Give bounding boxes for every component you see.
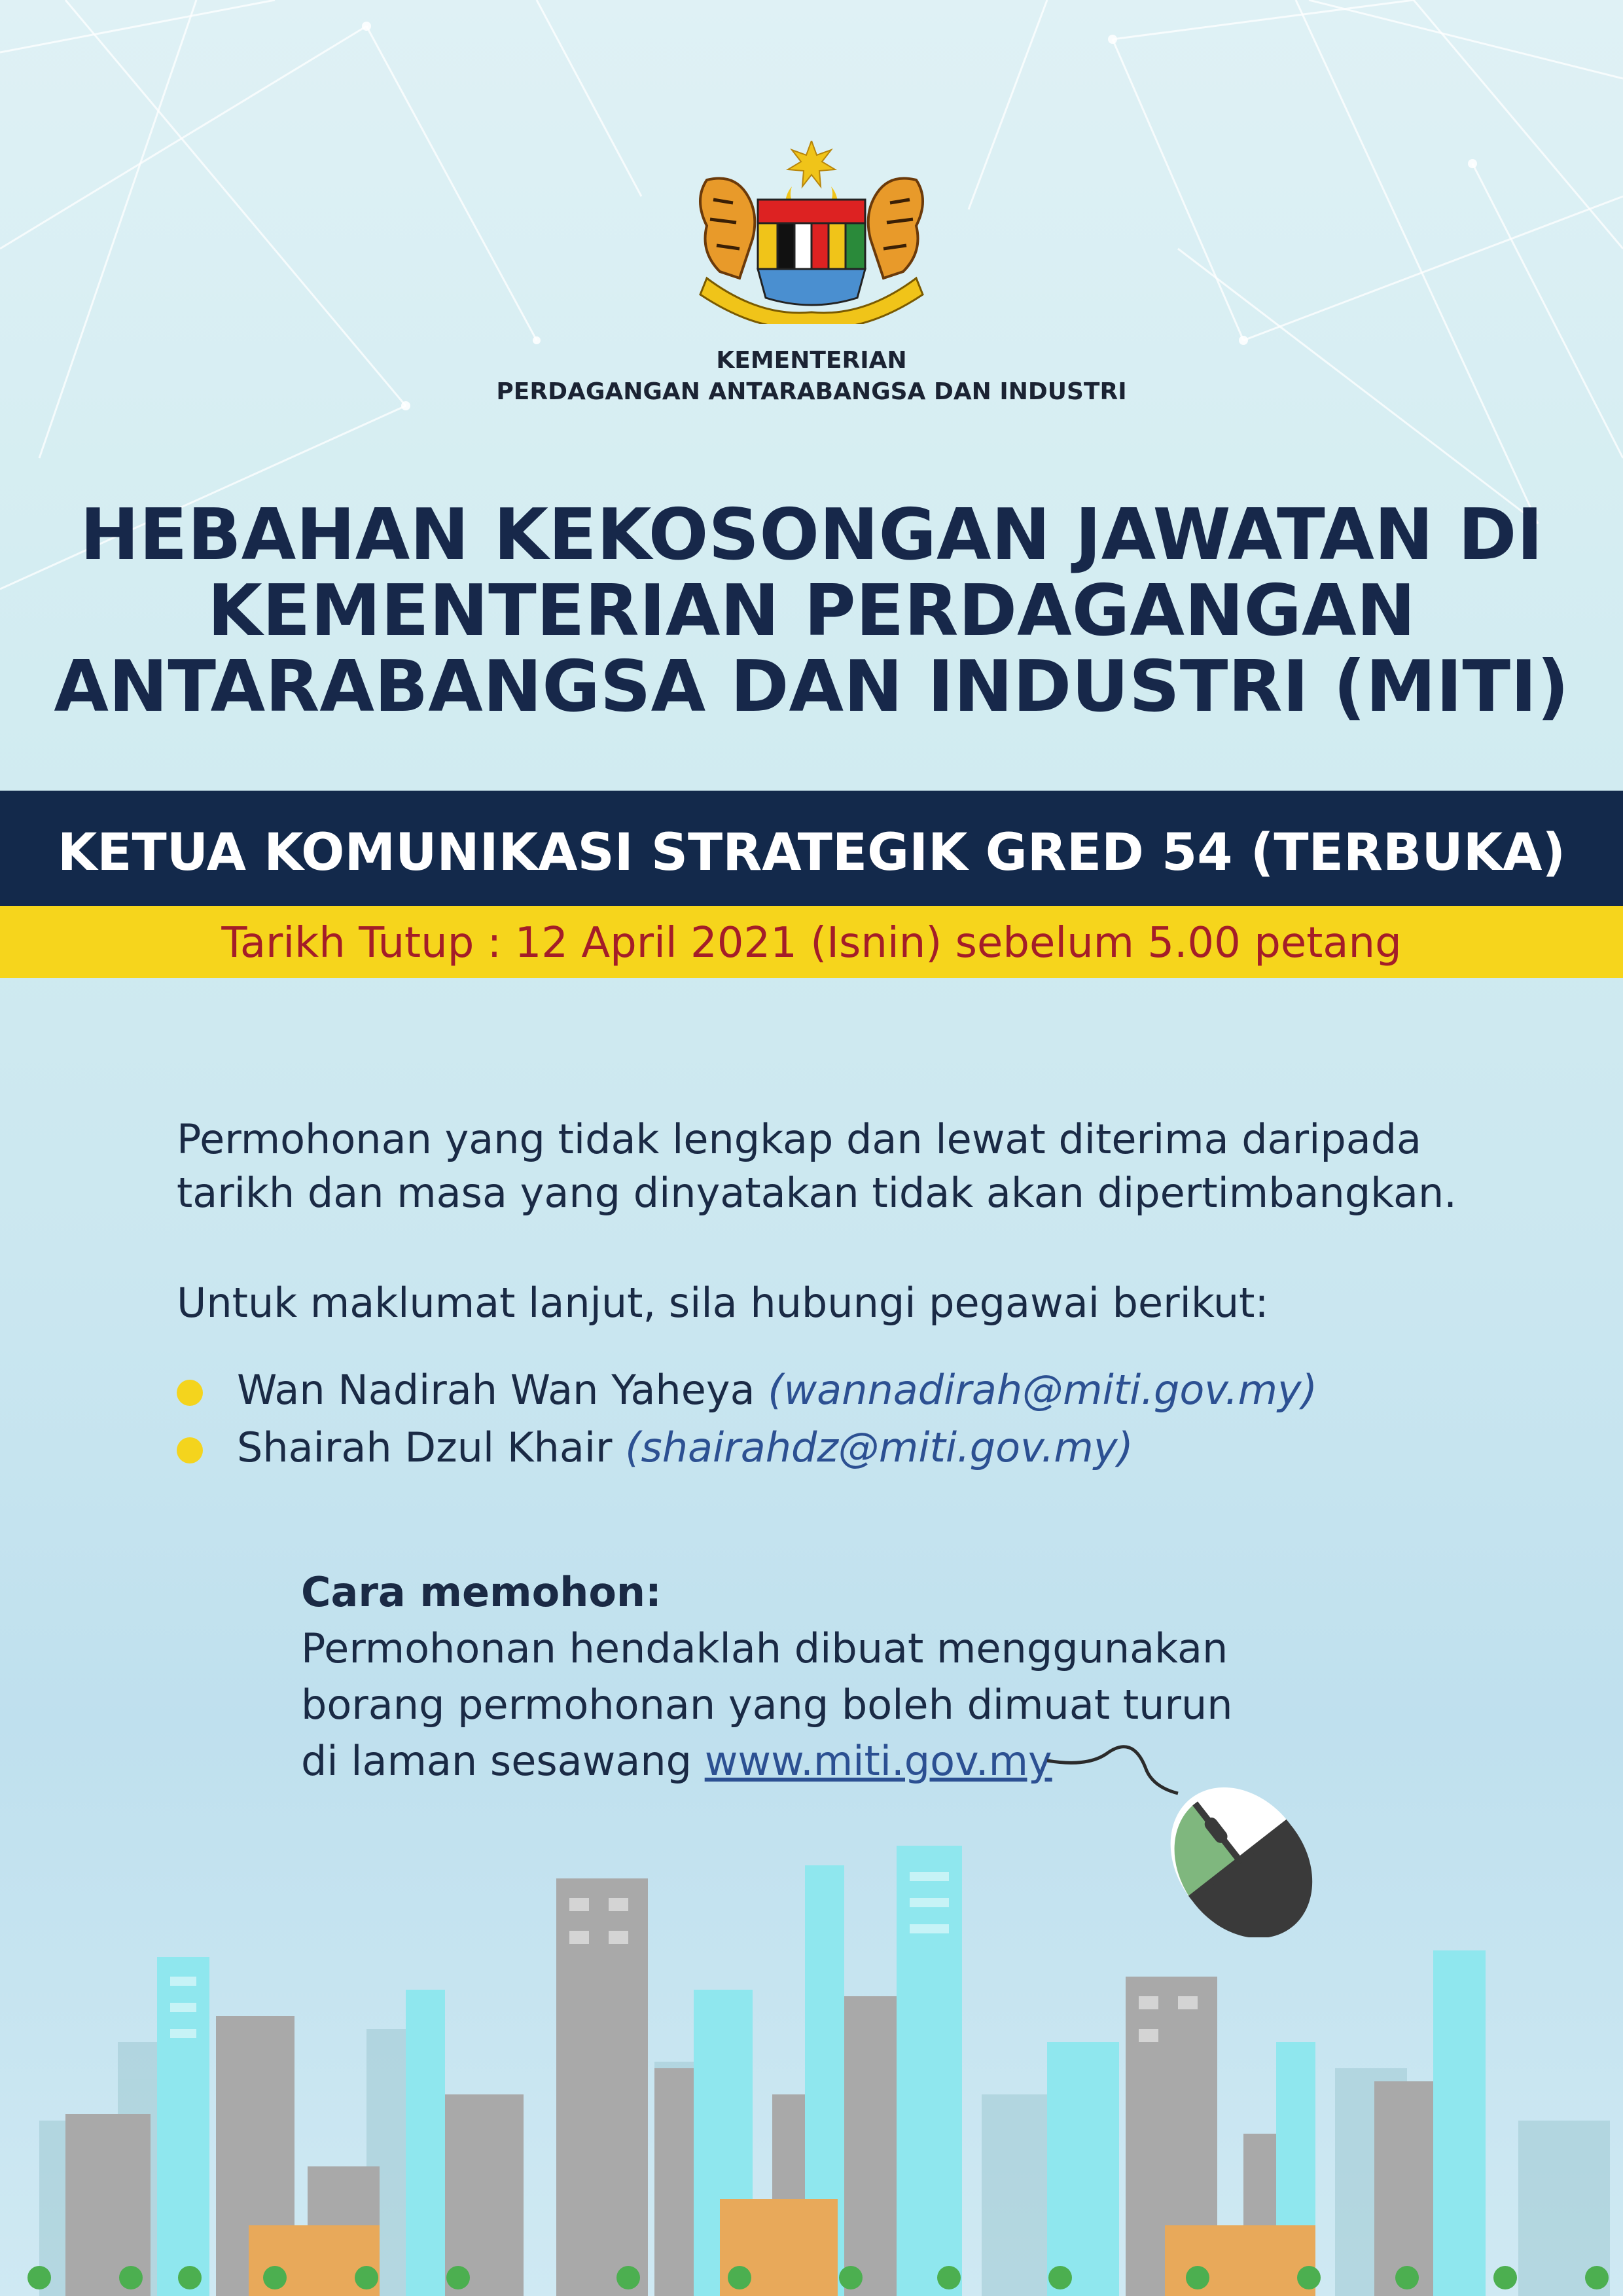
headline-line-2: KEMENTERIAN PERDAGANGAN [207, 570, 1416, 652]
position-banner [0, 791, 1623, 906]
contact-name: Wan Nadirah Wan Yaheya [237, 1366, 755, 1414]
bullet-dot-icon [177, 1437, 203, 1463]
contact-email[interactable]: (wannadirah@miti.gov.my) [768, 1366, 1317, 1414]
bullet-dot-icon [177, 1380, 203, 1406]
apply-line-1: Permohonan hendaklah dibuat menggunakan [301, 1624, 1228, 1672]
announcement-headline [0, 494, 1623, 728]
position-title: KETUA KOMUNIKASI STRATEGIK GRED 54 (TERBUKA) [57, 823, 1566, 882]
contact-email[interactable]: (shairahdz@miti.gov.my) [625, 1424, 1133, 1471]
incomplete-application-notice [177, 1113, 1457, 1220]
coat-of-arms-icon [681, 141, 942, 324]
contact-list [177, 1361, 1317, 1477]
contact-item [177, 1361, 1317, 1419]
notice-line-1: Permohonan yang tidak lengkap dan lewat diterima daripada [177, 1115, 1422, 1163]
headline-line-1: HEBAHAN KEKOSONGAN JAWATAN DI [80, 494, 1543, 576]
notice-line-2: tarikh dan masa yang dinyatakan tidak akan dipertimbangkan. [177, 1169, 1457, 1217]
deadline-banner [0, 906, 1623, 978]
apply-line-3-prefix: di laman sesawang [301, 1737, 705, 1785]
contact-intro: Untuk maklumat lanjut, sila hubungi pegawai berikut: [177, 1279, 1269, 1327]
apply-line-2: borang permohonan yang boleh dimuat turun [301, 1681, 1233, 1729]
contact-name: Shairah Dzul Khair [237, 1424, 613, 1471]
contact-item [177, 1419, 1317, 1477]
how-to-apply-title: Cara memohon: [301, 1568, 662, 1616]
ministry-name-line-1: KEMENTERIAN [716, 347, 907, 374]
website-link[interactable]: www.miti.gov.my [704, 1737, 1052, 1785]
city-skyline-illustration [0, 1846, 1623, 2296]
ministry-name-line-2: PERDAGANGAN ANTARABANGSA DAN INDUSTRI [496, 378, 1127, 405]
closing-date: Tarikh Tutup : 12 April 2021 (Isnin) sebelum 5.00 petang [221, 919, 1402, 967]
headline-line-3: ANTARABANGSA DAN INDUSTRI (MITI) [54, 646, 1569, 728]
